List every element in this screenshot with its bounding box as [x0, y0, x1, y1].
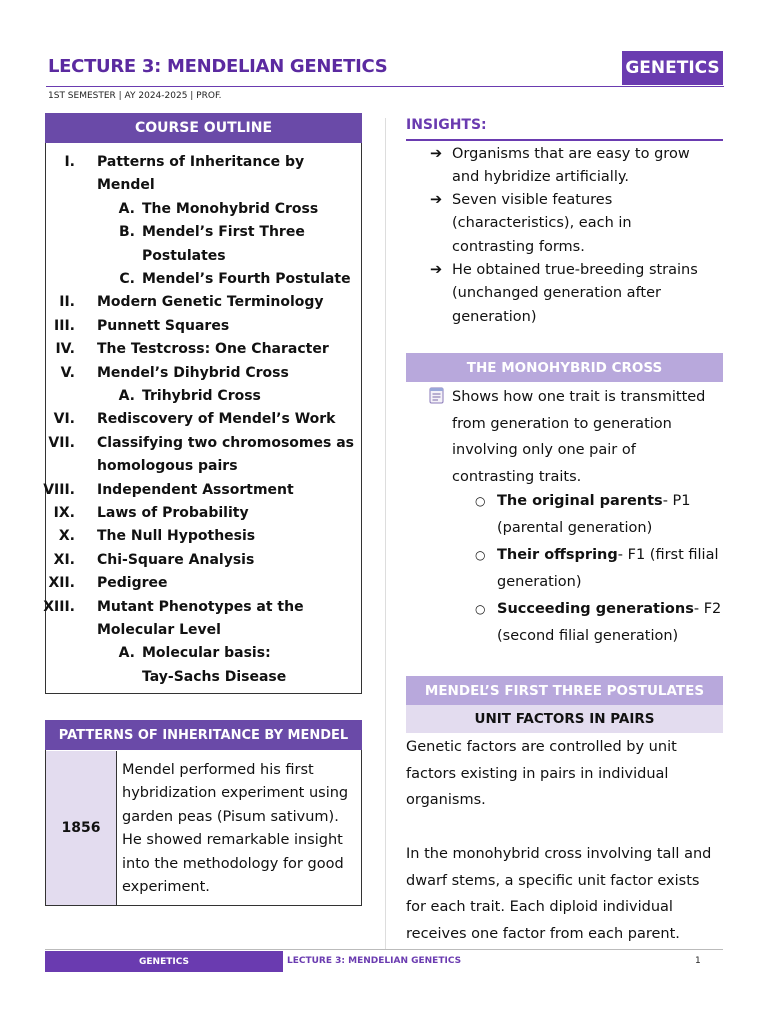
header-divider: [46, 86, 724, 87]
monohybrid-line: Shows how one trait is transmitted: [452, 389, 706, 405]
generation-label: - P1: [662, 493, 691, 509]
outline-number: X.: [58, 528, 75, 545]
insights-heading: INSIGHTS:: [406, 117, 487, 133]
insight-item: [452, 143, 722, 190]
outline-label: [97, 338, 359, 361]
patterns-line: garden peas (Pisum sativum).: [122, 808, 339, 825]
outline-label: [97, 362, 359, 385]
insight-line: He obtained true-breeding strains: [452, 262, 698, 278]
generation-term: Their offspring: [497, 547, 618, 563]
outline-number: XI.: [53, 551, 75, 568]
monohybrid-line: from generation to generation: [452, 415, 672, 432]
generation-label: - F2: [693, 601, 722, 617]
outline-label: [142, 198, 357, 221]
outline-label: [97, 596, 359, 643]
outline-label: [142, 385, 357, 408]
generation-term: Succeeding generations: [497, 601, 694, 617]
generation-item: [497, 542, 722, 595]
patterns-line: experiment.: [122, 879, 210, 896]
outline-label: [142, 268, 357, 291]
insight-line: generation): [452, 308, 537, 325]
paragraph-line: receives one factor from each parent.: [406, 926, 680, 943]
outline-number: IV.: [55, 341, 75, 358]
outline-text: Punnett Squares: [97, 317, 230, 334]
insight-line: Seven visible features: [452, 192, 613, 208]
outline-number: V.: [60, 364, 75, 381]
outline-text: Molecular basis:: [142, 645, 271, 662]
outline-label: [97, 291, 359, 314]
page-number: 1: [695, 956, 701, 966]
outline-number: VI.: [53, 411, 75, 428]
patterns-line: He showed remarkable insight: [122, 832, 343, 849]
outline-label: [97, 315, 359, 338]
outline-number: A.: [118, 645, 135, 662]
outline-text: Rediscovery of Mendel’s Work: [97, 411, 336, 428]
outline-label: [97, 151, 359, 198]
unit-factors-subheading: UNIT FACTORS IN PAIRS: [406, 705, 723, 733]
patterns-line: Mendel performed his first: [122, 762, 314, 778]
outline-text: The Monohybrid Cross: [142, 200, 319, 217]
outline-label: [97, 502, 359, 525]
generation-item: [497, 488, 722, 541]
outline-number: III.: [54, 317, 75, 334]
outline-text: Classifying two chromosomes as: [97, 434, 354, 451]
arrow-icon: ➔: [430, 192, 443, 208]
insight-item: [452, 189, 722, 259]
outline-number: A.: [118, 388, 135, 404]
paragraph-line: organisms.: [406, 792, 486, 809]
outline-text: Mendel’s Fourth Postulate: [142, 271, 351, 287]
footer-divider: [45, 949, 723, 950]
outline-label: [142, 642, 357, 689]
generation-desc: (second filial generation): [497, 627, 679, 644]
outline-text: Mendel’s First Three: [142, 224, 305, 241]
paragraph-line: for each trait. Each diploid individual: [406, 899, 673, 916]
generation-label: - F1 (first filial: [617, 547, 719, 563]
outline-label: [142, 221, 357, 268]
outline-text: Chi-Square Analysis: [97, 551, 255, 568]
outline-number: XII.: [48, 575, 75, 592]
generation-desc: generation): [497, 573, 582, 590]
footer-subject: GENETICS: [45, 951, 283, 972]
outline-number: B.: [119, 224, 135, 241]
monohybrid-heading: THE MONOHYBRID CROSS: [406, 353, 723, 382]
monohybrid-description: [452, 384, 722, 491]
monohybrid-line: contrasting traits.: [452, 469, 582, 486]
circle-bullet-icon: ○: [475, 548, 486, 562]
insight-line: and hybridize artificially.: [452, 169, 629, 186]
outline-text: Independent Assortment: [97, 481, 294, 498]
outline-text: Trihybrid Cross: [142, 388, 261, 404]
patterns-line: into the methodology for good: [122, 855, 344, 872]
outline-number: C.: [119, 271, 135, 287]
outline-number: II.: [59, 294, 75, 311]
insights-divider: [406, 139, 723, 141]
course-outline-heading: COURSE OUTLINE: [45, 113, 362, 143]
semester-info: 1ST SEMESTER | AY 2024-2025 | PROF.: [48, 91, 222, 101]
outline-number: A.: [118, 200, 135, 217]
outline-text: Tay-Sachs Disease: [142, 668, 287, 685]
insight-line: Organisms that are easy to grow: [452, 146, 690, 162]
insight-line: (unchanged generation after: [452, 285, 661, 302]
subject-badge: GENETICS: [622, 51, 723, 85]
outline-number: VII.: [48, 434, 75, 451]
column-divider: [385, 118, 386, 950]
outline-text: The Null Hypothesis: [97, 528, 256, 545]
outline-number: VIII.: [43, 481, 75, 498]
patterns-line: hybridization experiment using: [122, 785, 349, 802]
memo-icon: [429, 387, 444, 404]
outline-text: Mendel: [97, 177, 155, 194]
paragraph-line: factors existing in pairs in individual: [406, 765, 669, 782]
paragraph-line: In the monohybrid cross involving tall and: [406, 846, 712, 862]
postulates-paragraph: [406, 841, 724, 948]
page-title: LECTURE 3: MENDELIAN GENETICS: [48, 56, 388, 77]
postulates-heading: MENDEL’S FIRST THREE POSTULATES: [406, 676, 723, 705]
outline-number: XIII.: [43, 598, 75, 615]
outline-text: The Testcross: One Character: [97, 341, 329, 358]
insight-line: (characteristics), each in: [452, 215, 632, 232]
outline-label: [97, 572, 359, 595]
outline-label: [97, 549, 359, 572]
circle-bullet-icon: ○: [475, 602, 486, 616]
outline-text: Postulates: [142, 247, 226, 264]
generation-item: [497, 596, 722, 649]
outline-text: Molecular Level: [97, 622, 221, 638]
outline-text: homologous pairs: [97, 458, 238, 475]
paragraph-line: Genetic factors are controlled by unit: [406, 739, 677, 755]
outline-label: [97, 479, 359, 502]
postulates-paragraph: [406, 734, 724, 814]
monohybrid-line: involving only one pair of: [452, 442, 636, 459]
footer-lecture: LECTURE 3: MENDELIAN GENETICS: [287, 956, 462, 966]
outline-label: [97, 525, 359, 548]
arrow-icon: ➔: [430, 262, 443, 278]
insight-item: [452, 259, 722, 329]
outline-label: [97, 408, 359, 431]
outline-label: [97, 432, 359, 479]
outline-text: Patterns of Inheritance by: [97, 154, 305, 170]
outline-number: IX.: [53, 505, 75, 521]
outline-text: Pedigree: [97, 575, 168, 592]
patterns-description: [122, 759, 356, 899]
patterns-year: 1856: [46, 751, 117, 905]
outline-number: I.: [64, 154, 75, 170]
outline-text: Mendel’s Dihybrid Cross: [97, 364, 289, 381]
generation-term: The original parents: [497, 493, 663, 509]
arrow-icon: ➔: [430, 146, 443, 162]
circle-bullet-icon: ○: [475, 494, 486, 508]
patterns-heading: PATTERNS OF INHERITANCE BY MENDEL: [45, 720, 362, 750]
generation-desc: (parental generation): [497, 519, 653, 536]
outline-text: Modern Genetic Terminology: [97, 294, 324, 311]
outline-text: Mutant Phenotypes at the: [97, 598, 304, 615]
paragraph-line: dwarf stems, a specific unit factor exists: [406, 872, 700, 889]
outline-text: Laws of Probability: [97, 505, 249, 521]
insight-line: contrasting forms.: [452, 238, 585, 255]
